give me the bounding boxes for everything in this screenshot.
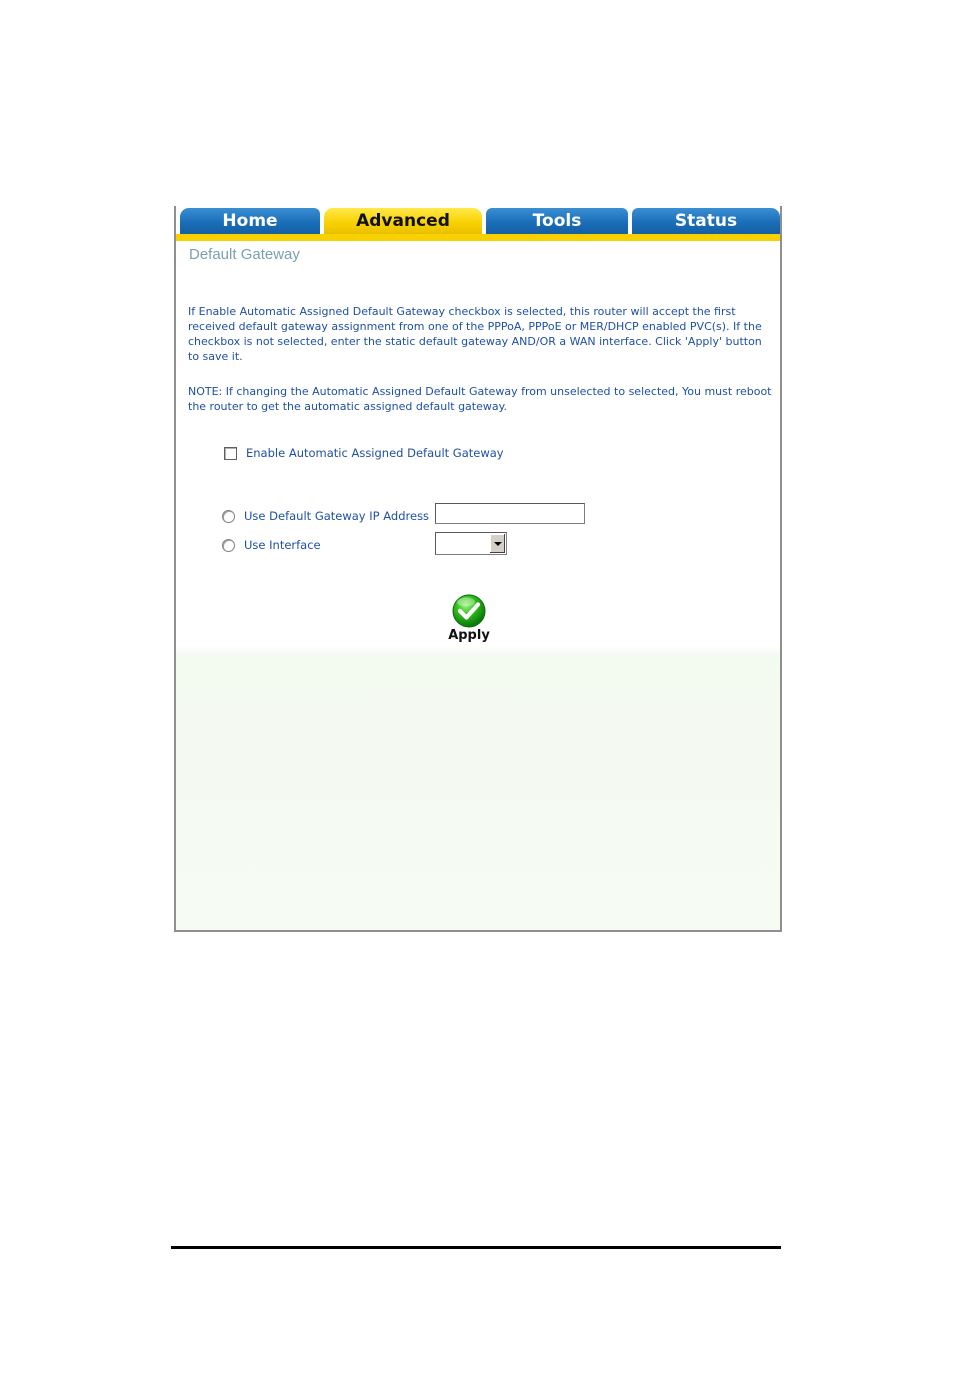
- tab-underline-strip: [176, 234, 780, 241]
- interface-select[interactable]: [435, 532, 507, 555]
- apply-button[interactable]: [444, 593, 494, 645]
- top-tab-bar: [176, 206, 780, 236]
- description-text: If Enable Automatic Assigned Default Gateway checkbox is selected, this router will accept the first received default gateway assignment from one of the PPPoA, PPPoE or MER/DHCP enabled PVC(s). If the checkbox is not selected, enter the static default gateway AND/OR a WAN interface. Click 'Apply' button to save it.: [188, 305, 762, 363]
- chevron-down-icon[interactable]: [489, 534, 505, 553]
- gateway-ip-input[interactable]: [435, 503, 585, 524]
- use-interface-row: [222, 536, 321, 554]
- auto-gateway-label: Enable Automatic Assigned Default Gateway: [246, 446, 504, 460]
- router-config-panel: [174, 206, 782, 932]
- tab-tools[interactable]: Tools: [486, 208, 628, 234]
- use-interface-radio[interactable]: [222, 539, 235, 552]
- tab-advanced[interactable]: Advanced: [324, 208, 482, 234]
- tab-status[interactable]: Status: [632, 208, 780, 234]
- note-text: NOTE: If changing the Automatic Assigned Default Gateway from unselected to selected, You must reboot the router to get the automatic assigned default gateway.: [188, 385, 772, 413]
- use-ip-row: [222, 507, 429, 525]
- checkmark-icon: [451, 593, 487, 629]
- use-ip-radio[interactable]: [222, 510, 235, 523]
- auto-gateway-row: [224, 445, 504, 461]
- tab-home[interactable]: Home: [180, 208, 320, 234]
- page-title: Default Gateway: [189, 246, 300, 263]
- auto-gateway-checkbox[interactable]: [224, 447, 237, 460]
- apply-label: Apply: [448, 628, 490, 643]
- use-ip-label: Use Default Gateway IP Address: [244, 509, 430, 523]
- use-interface-label: Use Interface: [244, 538, 321, 552]
- page-divider: [171, 1246, 781, 1249]
